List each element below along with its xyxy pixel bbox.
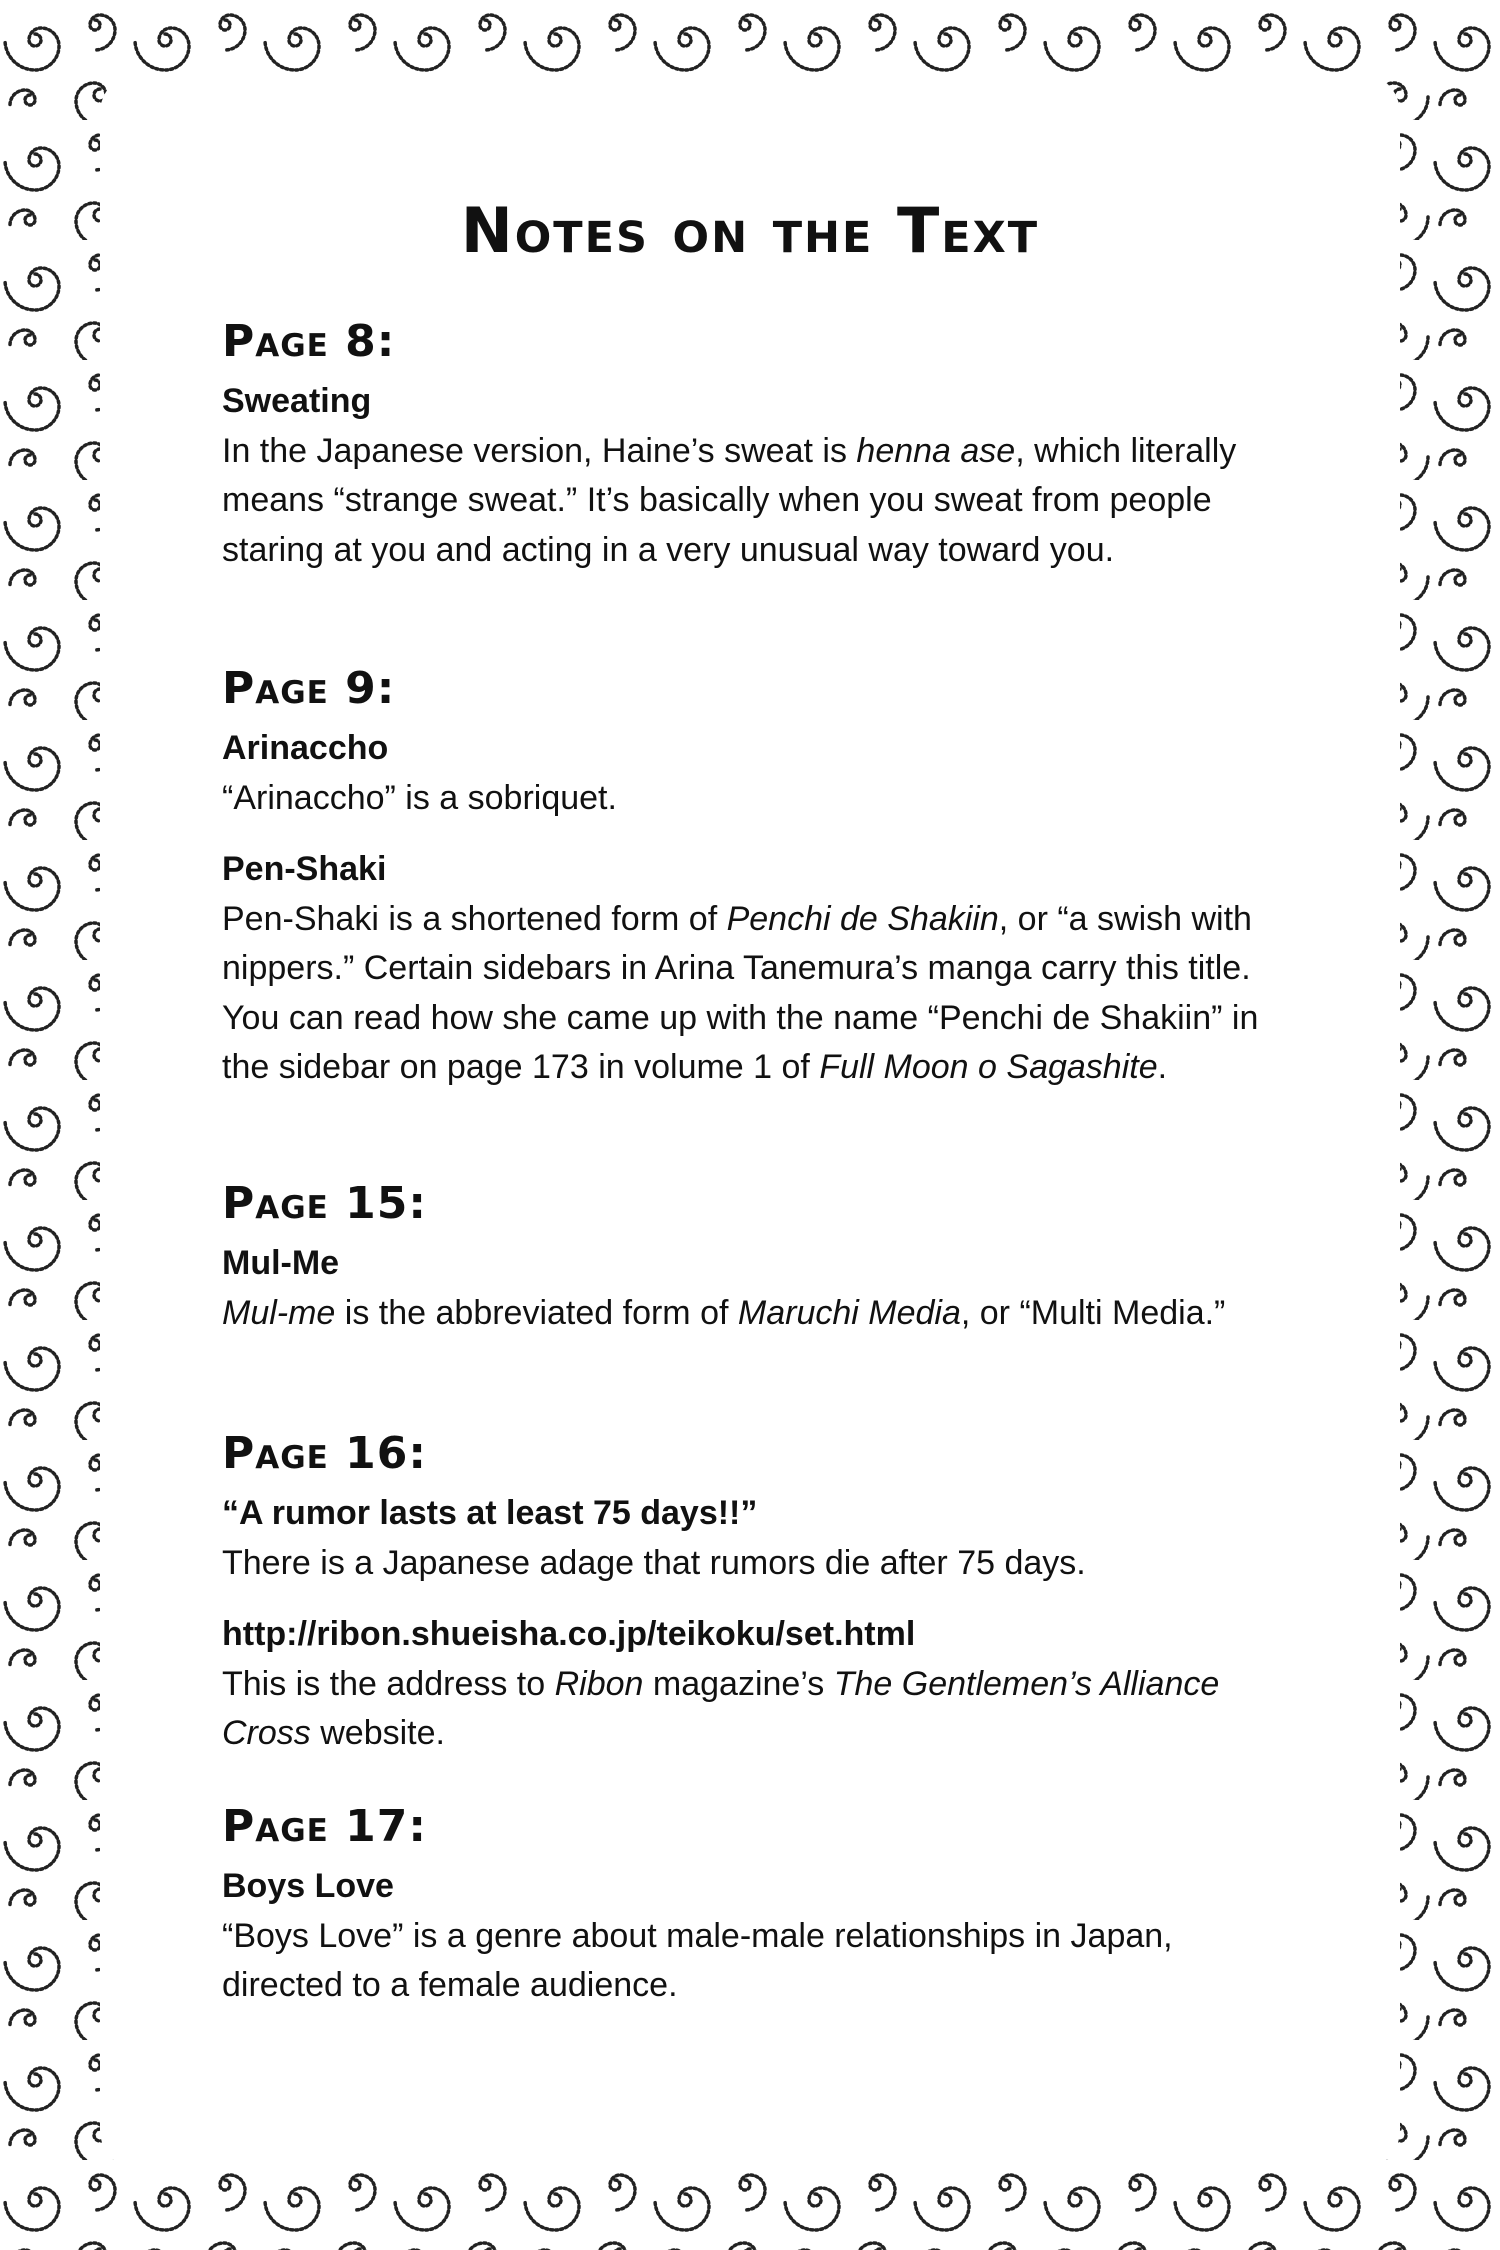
note-title: http://ribon.shueisha.co.jp/teikoku/set.html bbox=[222, 1615, 916, 1653]
body-text: is the abbreviated form of bbox=[335, 1293, 738, 1332]
note-body bbox=[222, 1539, 1292, 1589]
section-heading: Page 8: bbox=[222, 316, 396, 367]
italic-text: Ribon bbox=[554, 1664, 644, 1703]
note-title: Arinaccho bbox=[222, 729, 389, 767]
note-entry bbox=[222, 1610, 1292, 1759]
note-title: Sweating bbox=[222, 382, 372, 420]
note-entry bbox=[222, 1489, 1292, 1588]
note-body bbox=[222, 774, 1292, 824]
notes-section bbox=[222, 654, 1292, 1115]
note-title: Mul-Me bbox=[222, 1244, 340, 1282]
body-text: website. bbox=[310, 1714, 445, 1752]
note-entry bbox=[222, 377, 1292, 575]
section-heading: Page 16: bbox=[222, 1428, 428, 1479]
page-title: Notes on the Text bbox=[460, 194, 1040, 267]
note-title: “A rumor lasts at least 75 days!!” bbox=[222, 1494, 758, 1532]
body-text: “Boys Love” is a genre about male-male relationships in Japan, directed to a female audience. bbox=[222, 1916, 1173, 2004]
italic-text: henna ase bbox=[856, 431, 1016, 470]
note-entry bbox=[222, 1862, 1292, 2011]
note-body bbox=[222, 427, 1292, 576]
body-text: , which literally means “strange sweat.” It’s basically when you sweat from people staring at you and acting in a very unusual way toward you. bbox=[222, 431, 1237, 569]
section-heading: Page 15: bbox=[222, 1178, 428, 1229]
notes-section bbox=[222, 307, 1292, 597]
note-entry bbox=[222, 845, 1292, 1093]
body-text: magazine’s bbox=[643, 1664, 834, 1703]
section-heading: Page 17: bbox=[222, 1801, 428, 1852]
italic-text: The Gentlemen’s Alliance Cross bbox=[222, 1664, 1220, 1752]
note-title: Pen-Shaki bbox=[222, 850, 387, 888]
notes-section bbox=[222, 1792, 1292, 2033]
italic-text: Mul-me bbox=[222, 1293, 336, 1332]
body-text: There is a Japanese adage that rumors die after 75 days. bbox=[222, 1543, 1086, 1582]
body-text: “Arinaccho” is a sobriquet. bbox=[222, 778, 617, 817]
italic-text: Maruchi Media bbox=[737, 1293, 961, 1332]
note-entry bbox=[222, 1239, 1292, 1338]
notes-section bbox=[222, 1169, 1292, 1360]
note-body bbox=[222, 1660, 1292, 1759]
body-text: Pen-Shaki is a shortened form of bbox=[222, 899, 727, 938]
note-entry bbox=[222, 724, 1292, 823]
body-text: This is the address to bbox=[222, 1664, 555, 1703]
notes-section bbox=[222, 1419, 1292, 1781]
note-body bbox=[222, 895, 1292, 1093]
body-text: . bbox=[1157, 1048, 1168, 1086]
note-title: Boys Love bbox=[222, 1867, 394, 1905]
body-text: , or “Multi Media.” bbox=[960, 1293, 1226, 1332]
note-body bbox=[222, 1912, 1292, 2011]
body-text: , or “a swish with nippers.” Certain sidebars in Arina Tanemura’s manga carry this title. You can read how she came up with the name “Penchi de Shakiin” in the sidebar on page 173 in volume 1 of bbox=[222, 899, 1259, 1086]
body-text: In the Japanese version, Haine’s sweat is bbox=[222, 431, 857, 470]
italic-text: Penchi de Shakiin bbox=[726, 899, 999, 938]
note-body bbox=[222, 1289, 1292, 1339]
section-heading: Page 9: bbox=[222, 663, 396, 714]
italic-text: Full Moon o Sagashite bbox=[819, 1048, 1158, 1086]
